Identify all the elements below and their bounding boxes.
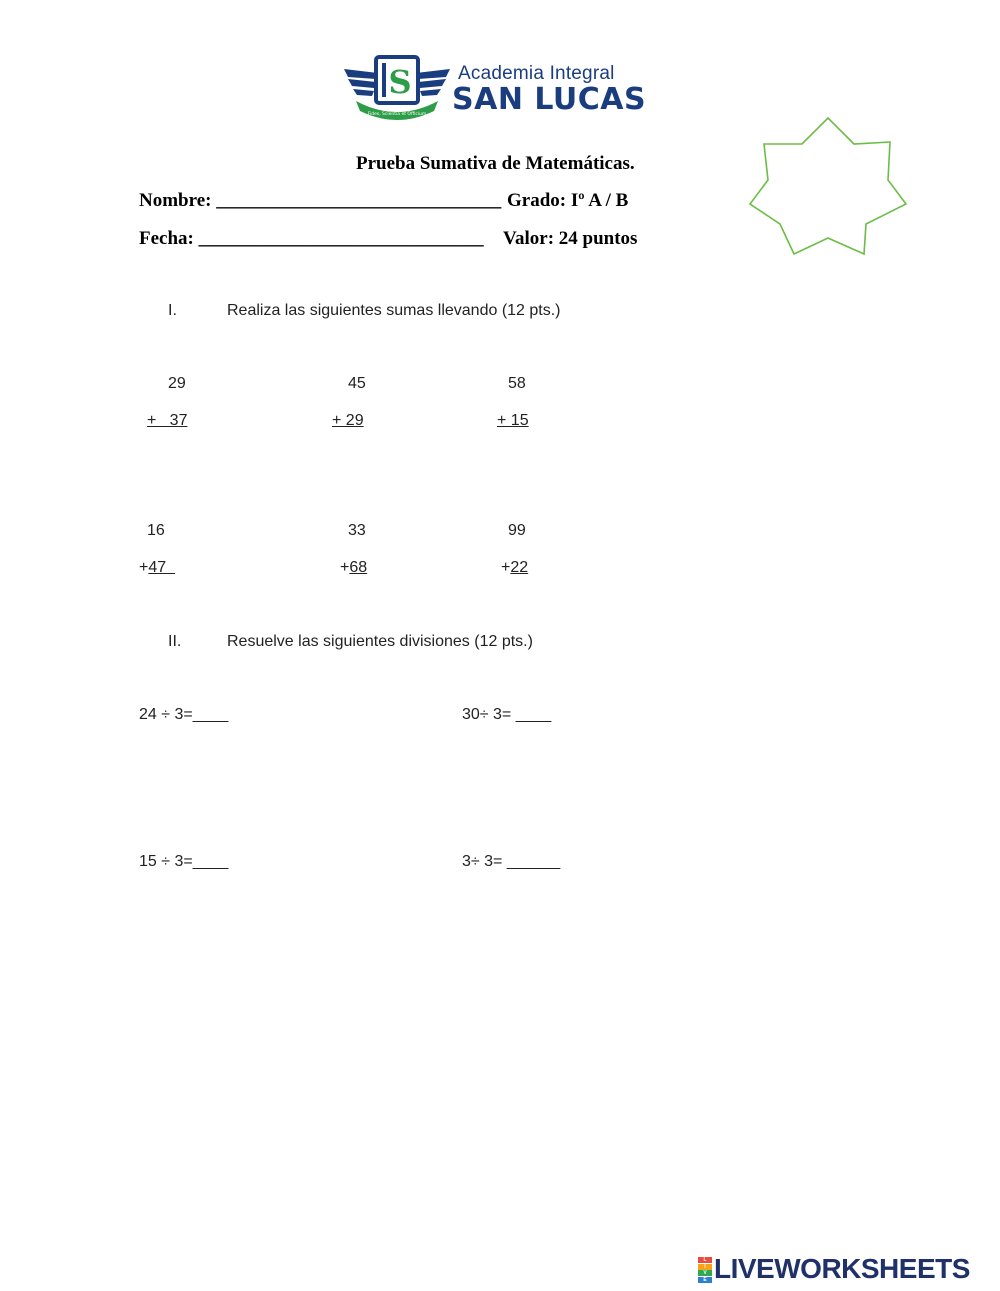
division-problem[interactable]: 30÷ 3= ____ xyxy=(462,706,552,723)
division-problem[interactable]: 15 ÷ 3=____ xyxy=(139,853,229,870)
section1-numeral: I. xyxy=(168,302,177,319)
live-badge-icon xyxy=(698,1257,712,1283)
logo-motto: Fides, Scientia et Officium xyxy=(367,112,427,117)
winged-shield-emblem xyxy=(342,55,452,121)
fecha-row xyxy=(139,228,484,250)
fecha-label: Fecha: xyxy=(139,228,194,249)
division-problem[interactable]: 24 ÷ 3=____ xyxy=(139,706,229,723)
addend: 68 xyxy=(349,559,368,576)
plus-sign: + xyxy=(501,559,511,576)
page-title: Prueba Sumativa de Matemáticas. xyxy=(356,153,635,174)
school-logo xyxy=(342,55,647,121)
division-problem[interactable]: 3÷ 3= ______ xyxy=(462,853,561,870)
section2-numeral: II. xyxy=(168,633,182,650)
addition-bottom xyxy=(340,559,367,577)
plus-sign: + xyxy=(340,559,350,576)
addition-bottom xyxy=(139,559,175,577)
nombre-field[interactable]: ______________________________ xyxy=(216,190,502,211)
badge-letter: I xyxy=(698,1264,712,1270)
plus-sign: + xyxy=(139,559,149,576)
valor-label: Valor: 24 puntos xyxy=(503,228,638,249)
badge-letter: E xyxy=(698,1277,712,1283)
liveworksheets-wordmark: LIVEWORKSHEETS xyxy=(714,1253,970,1284)
addition-bottom: + 15 xyxy=(497,412,529,429)
addition-top: 58 xyxy=(508,375,526,392)
liveworksheets-logo xyxy=(698,1254,998,1286)
badge-letter: L xyxy=(698,1257,712,1263)
addition-top: 45 xyxy=(348,375,366,392)
addition-bottom: + 29 xyxy=(332,412,364,429)
star-shape xyxy=(740,108,920,268)
addition-top: 29 xyxy=(168,375,186,392)
section1-instruction: Realiza las siguientes sumas llevando (12 pts.) xyxy=(227,302,561,319)
badge-letter: V xyxy=(698,1270,712,1276)
logo-monogram: S xyxy=(388,63,412,101)
grado-label: Grado: Iº A / B xyxy=(507,190,629,211)
section2-instruction: Resuelve las siguientes divisiones (12 pts.) xyxy=(227,633,533,650)
addition-bottom: + 37 xyxy=(147,412,188,429)
addition-top: 33 xyxy=(348,522,366,539)
addend: 22 xyxy=(510,559,529,576)
fecha-field[interactable]: ______________________________ xyxy=(198,228,484,249)
addition-bottom xyxy=(501,559,528,577)
nombre-row xyxy=(139,190,501,212)
addend: 47 xyxy=(148,559,176,576)
addition-top: 99 xyxy=(508,522,526,539)
nombre-label: Nombre: xyxy=(139,190,212,211)
logo-name-line2: SAN LUCAS xyxy=(452,82,647,117)
logo-name-line1: Academia Integral xyxy=(458,63,615,84)
addition-top: 16 xyxy=(147,522,165,539)
